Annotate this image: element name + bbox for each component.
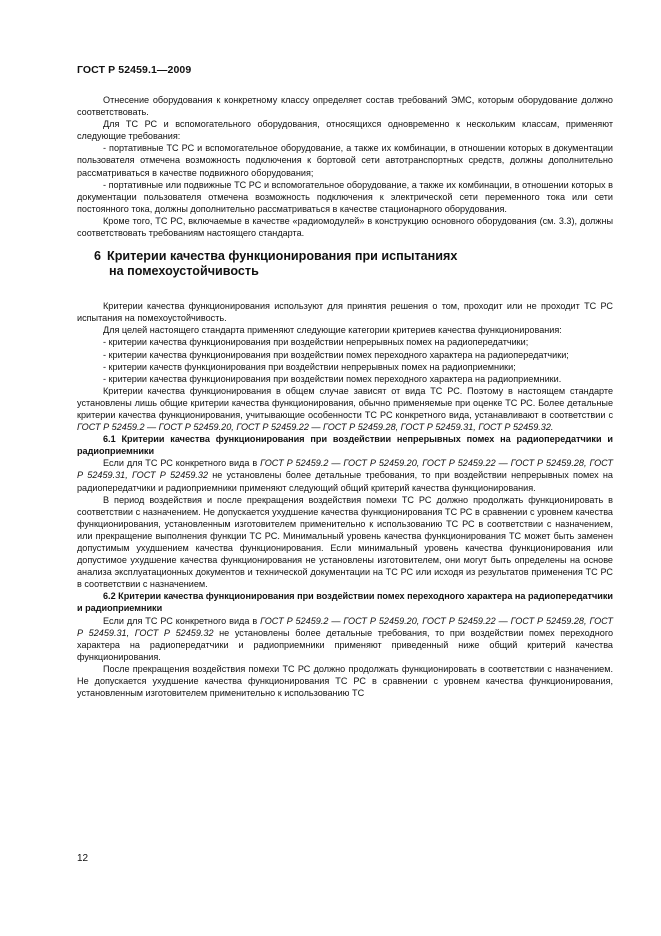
paragraph-text: не установлены более детальные требования, то при воздействии помех переходного характера на радиопередатчики и радиоприемники применяют приведенный ниже общий критерий качества функционирования.: [77, 627, 614, 662]
paragraph: Для целей настоящего стандарта применяют следующие категории критериев качества функционирования:: [103, 325, 562, 336]
list-item: - портативные ТС РС и вспомогательное оборудование, а также их комбинации, в отношении которых в документации пользователя отмечена возможность подключения к бортовой сети автотранспортных средств, должны дополнительно рассматриваться в качестве подвижного оборудования;: [77, 143, 613, 178]
page-number: 12: [77, 853, 89, 864]
list-item: - критерии качества функционирования при воздействии непрерывных помех на радиопередатчики;: [103, 337, 529, 348]
paragraph: Отнесение оборудования к конкретному классу определяет состав требований ЭМС, которым оборудование должно соответствовать.: [77, 95, 613, 118]
paragraph: [77, 457, 613, 493]
paragraph: Кроме того, ТС РС, включаемые в качестве «радиомодулей» в конструкцию основного оборудования (см. 3.3), должны соответствовать требованиям настоящего стандарта.: [77, 215, 613, 239]
paragraph-text: Если для ТС РС конкретного вида в: [103, 458, 258, 469]
paragraph: [77, 385, 613, 433]
standard-references: ГОСТ Р 52459.2 — ГОСТ Р 52459.20, ГОСТ Р 52459.22 — ГОСТ Р 52459.28, ГОСТ Р 52459.31, ГОСТ Р 52459.32.: [77, 422, 554, 433]
document-code-header: ГОСТ Р 52459.1—2009: [77, 64, 192, 76]
paragraph: Критерии качества функционирования используют для принятия решения о том, проходит или не проходит ТС РС испытания на помехоустойчивость.: [77, 301, 613, 324]
section-number: 6: [94, 249, 102, 264]
section-title-line-1: Критерии качества функционирования при испытаниях: [107, 249, 458, 264]
paragraph: После прекращения воздействия помехи ТС РС должно продолжать функционировать в соответствии с назначением. Не допускается ухудшение качества функционирования ТС РС в сравнении с уровнем качества функционирования, установленным изготовителем применительно к использованию ТС: [77, 663, 613, 699]
list-item: - критерии качеств функционирования при воздействии непрерывных помех на радиоприемники;: [103, 361, 516, 372]
paragraph: Для ТС РС и вспомогательного оборудования, относящихся одновременно к нескольким классам, применяют следующие требования:: [77, 119, 613, 142]
subsection-6-1-heading: 6.1 Критерии качества функционирования при воздействии непрерывных помех на радиопередатчики и радиоприемники: [77, 434, 613, 457]
section-6-heading: [94, 249, 613, 278]
paragraph: [77, 615, 613, 663]
standard-references: ГОСТ Р 52459.2 — ГОСТ Р 52459.20, ГОСТ Р 52459.22 — ГОСТ Р 52459.28, ГОСТ Р 52459.31, ГОСТ Р 52459.32: [77, 458, 613, 481]
list-item: - портативные или подвижные ТС РС и вспомогательное оборудование, а также их комбинации, в отношении которых в документации пользователя отмечена возможность подключения к электрической сети переменного тока или сети постоянного тока, должны дополнительно рассматриваться в качестве стационарного оборудования.: [77, 179, 613, 214]
list-item: - критерии качества функционирования при воздействии помех переходного характера на радиоприемники.: [103, 373, 562, 384]
paragraph-text: Критерии качества функционирования в общем случае зависят от вида ТС РС. Поэтому в настоящем стандарте установлены лишь общие критерии качества функционирования, обычно применяемые при оценке ТС РС. Более детальные критерии качества функционирования, учитывающие особенности ТС РС конкретного вида, устанавливают в соответствии с: [77, 385, 613, 420]
standard-references: ГОСТ Р 52459.2 — ГОСТ Р 52459.20, ГОСТ Р 52459.22 — ГОСТ Р 52459.28, ГОСТ Р 52459.31, ГОСТ Р 52459.32: [77, 615, 613, 638]
paragraph-text: не установлены более детальные требования, то при воздействии непрерывных помех на радиопередатчики и радиоприемники применяют следующий общий критерий качества функционирования.: [77, 470, 613, 493]
document-body: [77, 94, 613, 699]
list-item: - критерии качества функционирования при воздействии помех переходного характера на радиопередатчики;: [103, 349, 569, 360]
paragraph: В период воздействия и после прекращения воздействия помехи ТС РС должно продолжать функционировать в соответствии с назначением. Не допускается ухудшение качества функционирования ТС РС в сравнении с уровнем качества функционирования, установленным изготовителем применительно к использованию ТС РС в соответствии с назначением, или прекращение выполнения функции ТС РС. Минимальный уровень качества функционирования ТС может быть заменен допустимым ухудшением качества функционирования. Если минимальный уровень качества функционирования или допустимое ухудшение качества функционирования не установлены изготовителем, они могут быть определены на основе анализа эксплуатационных документов и технической документации на ТС РС или исходя из результатов применения ТС РС в соответствии с назначением.: [77, 494, 613, 590]
section-title-line-2: на помехоустойчивость: [109, 263, 259, 278]
paragraph-text: Если для ТС РС конкретного вида в: [103, 615, 258, 626]
subsection-6-2-heading: 6.2 Критерии качества функционирования при воздействии помех переходного характера на радиопередатчики и радиоприемники: [77, 591, 613, 614]
